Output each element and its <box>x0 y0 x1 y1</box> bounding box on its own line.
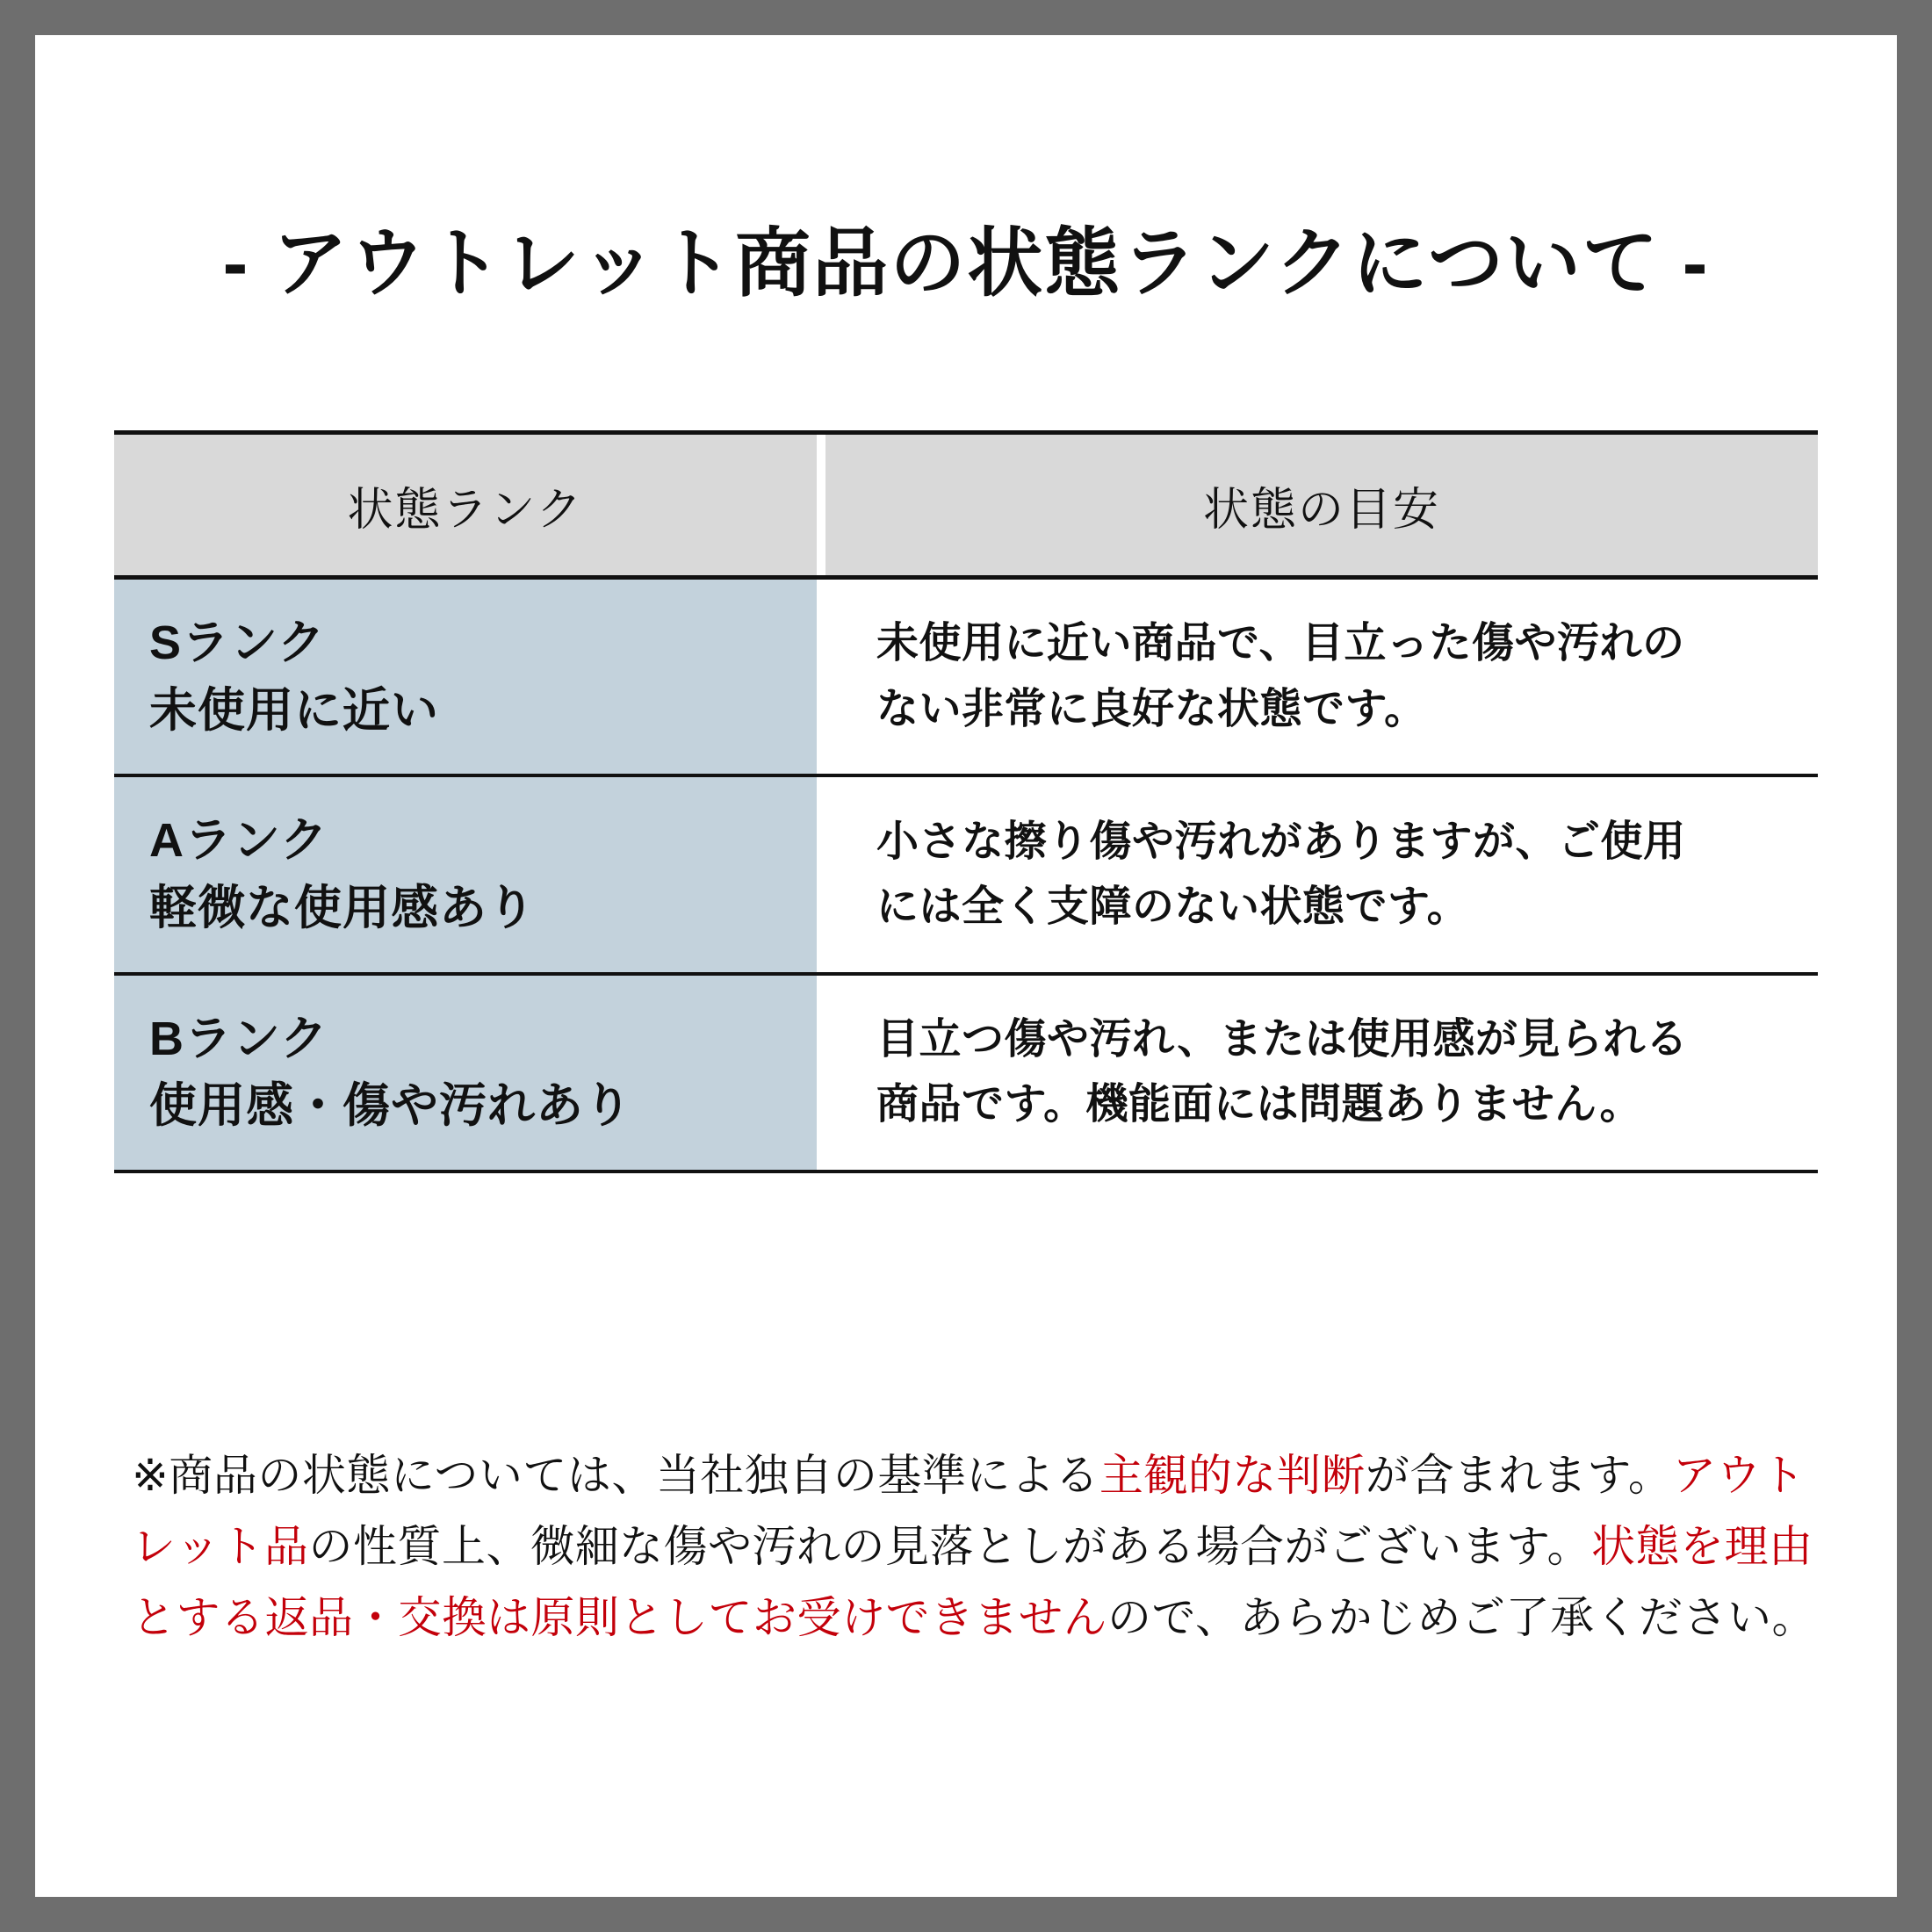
table-row <box>114 580 1818 774</box>
table-header-row <box>114 435 1818 575</box>
desc-text-a-line2: には全く支障のない状態です。 <box>876 883 1470 931</box>
column-gap <box>817 435 825 575</box>
desc-text-b <box>876 1007 1688 1138</box>
rank-label-a-line2: 軽微な使用感あり <box>149 882 536 935</box>
table-bottom-rule <box>114 1170 1818 1173</box>
condition-rank-table <box>114 430 1818 1173</box>
header-cell-rank <box>114 435 817 575</box>
desc-cell-b <box>825 976 1818 1170</box>
rank-cell-s <box>114 580 817 774</box>
rank-label-s <box>149 609 439 744</box>
table-row <box>114 976 1818 1170</box>
header-rank-label: 状態ランク <box>347 484 584 536</box>
note-highlight-1: 主観的な判断 <box>1099 1451 1366 1500</box>
desc-text-b-line2: 商品です。機能面には問題ありません。 <box>876 1081 1643 1128</box>
rank-label-s-line2: 未使用に近い <box>149 683 439 737</box>
desc-cell-a <box>825 777 1818 971</box>
content-area <box>35 35 1897 1897</box>
page-canvas <box>35 35 1897 1897</box>
desc-text-b-line1: 目立つ傷や汚れ、または使用感が見られる <box>876 1015 1689 1063</box>
rank-label-s-line1: Sランク <box>149 616 326 669</box>
note-highlight-2: アウトレット品 <box>132 1451 1806 1571</box>
note-segment-4: ので、あらかじめご了承ください。 <box>1107 1593 1816 1642</box>
rank-label-b <box>149 1006 632 1140</box>
disclaimer-note <box>132 1440 1827 1654</box>
rank-label-b-line2: 使用感・傷や汚れあり <box>149 1079 632 1133</box>
rank-label-a <box>149 807 536 941</box>
rank-label-b-line1: Bランク <box>149 1012 328 1065</box>
column-gap <box>817 777 825 971</box>
desc-text-s-line2: ない非常に良好な状態です。 <box>876 685 1427 732</box>
rank-cell-b <box>114 976 817 1170</box>
header-guide-label: 状態の目安 <box>1202 484 1440 536</box>
rank-cell-a <box>114 777 817 971</box>
note-highlight-3: 状態を理由とする返品・交換は原則としてお受けできません <box>132 1522 1813 1642</box>
desc-cell-s <box>825 580 1818 774</box>
desc-text-s-line1: 未使用に近い商品で、目立った傷や汚れの <box>876 620 1685 667</box>
page-title: - アウトレット商品の状態ランクについて - <box>222 221 1710 306</box>
table-row <box>114 777 1818 971</box>
note-segment-2: が含まれます。 <box>1365 1451 1673 1500</box>
rank-label-a-line1: Aランク <box>149 814 328 868</box>
column-gap <box>817 580 825 774</box>
desc-text-a-line1: 小さな擦り傷や汚れがありますが、ご使用 <box>876 818 1686 865</box>
desc-text-s <box>876 611 1685 742</box>
header-cell-guide <box>825 435 1818 575</box>
note-segment-3: の性質上、微細な傷や汚れの見落としがある場合がございます。 <box>308 1522 1591 1571</box>
desc-text-a <box>876 810 1686 941</box>
column-gap <box>817 976 825 1170</box>
note-segment-1: ※商品の状態については、当社独自の基準による <box>132 1451 1099 1500</box>
